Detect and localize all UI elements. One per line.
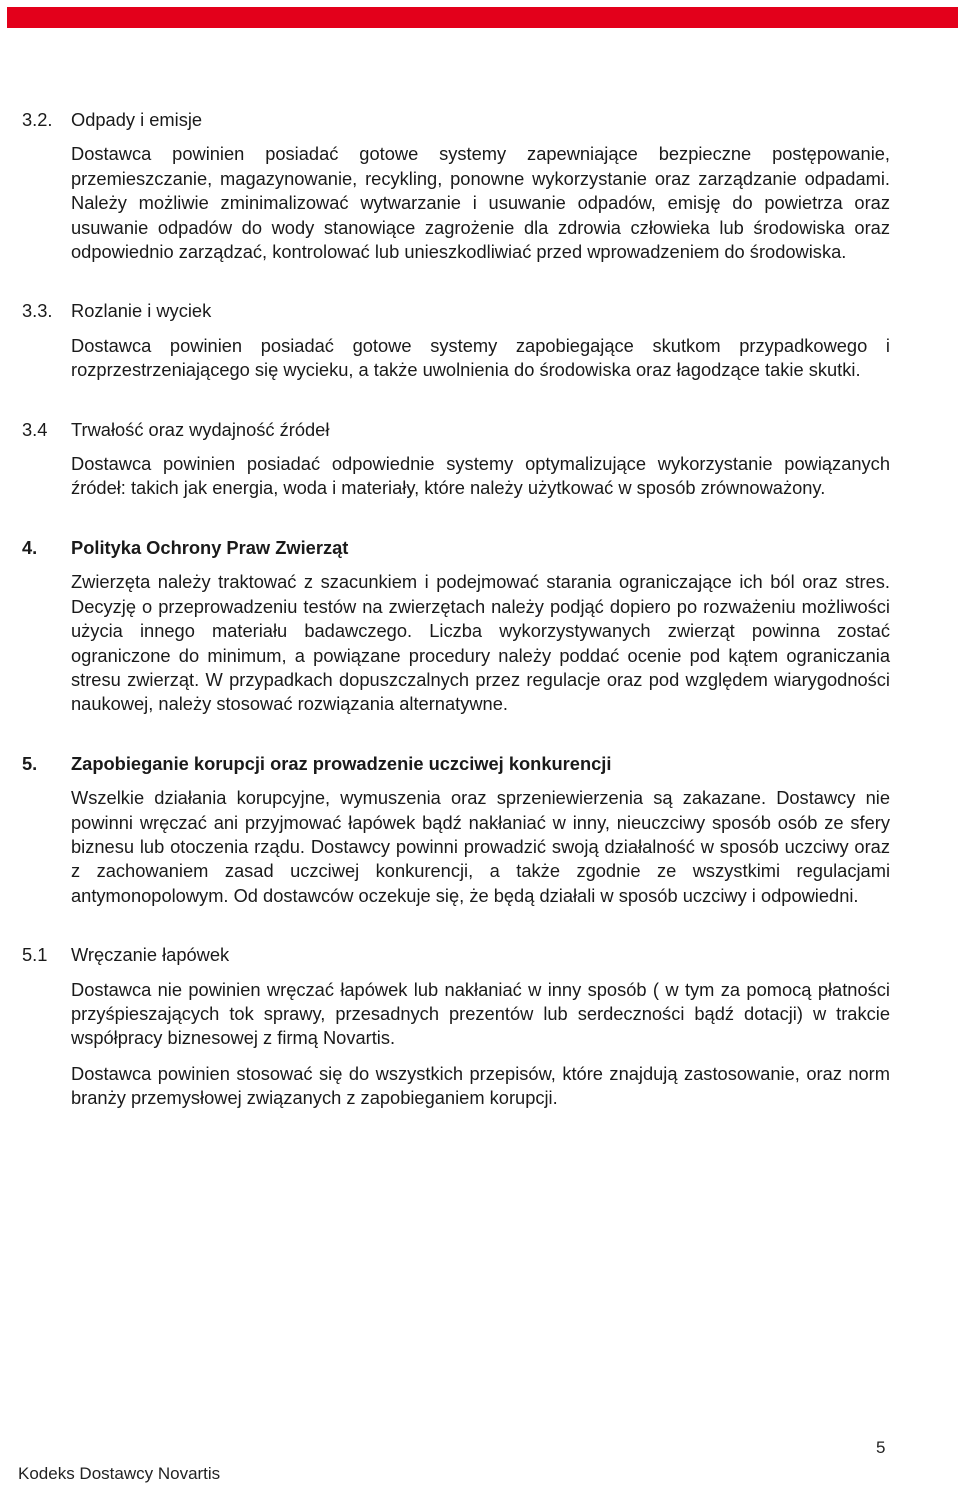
section-title: Odpady i emisje — [71, 109, 203, 130]
document-body — [22, 108, 890, 1111]
section-paragraph: Dostawca powinien posiadać gotowe systemy zapewniające bezpieczne postępowanie, przemieszczanie, magazynowanie, recykling, ponowne wykorzystanie oraz zarządzanie odpadami. Należy możliwie zminimalizować wytwarzanie i usuwanie odpadów, emisję do powietrza oraz usuwanie odpadów do wody stanowiące zagrożenie dla zdrowia człowieka lub środowiska oraz odpowiednio zarządzać, kontrolować lub unieszkodliwiać przed wprowadzeniem do środowiska. — [71, 143, 890, 263]
section-paragraph: Dostawca powinien posiadać gotowe systemy zapobiegające skutkom przypadkowego i rozprzestrzeniającego się wycieku, a także uwolnienia do środowiska oraz łagodzące takie skutki. — [71, 334, 890, 381]
section-title: Zapobieganie korupcji oraz prowadzenie uczciwej konkurencji — [71, 752, 612, 774]
section-heading — [22, 943, 890, 967]
section-heading — [22, 752, 890, 776]
section-heading — [22, 299, 890, 323]
section-title: Wręczanie łapówek — [71, 944, 230, 966]
section-heading — [22, 108, 890, 132]
section-number: 5.1 — [22, 944, 48, 966]
section-5-1 — [22, 943, 890, 1110]
section-number: 4. — [22, 536, 38, 558]
section-paragraph: Dostawca powinien posiadać odpowiednie systemy optymalizujące wykorzystanie powiązanych źródeł: takich jak energia, woda i materiały, które należy użytkować w sposób zrównoważony. — [71, 453, 890, 499]
section-paragraph: Dostawca powinien stosować się do wszystkich przepisów, które znajdują zastosowanie, oraz norm branży przemysłowej związanych z zapobieganiem korupcji. — [71, 1062, 890, 1109]
section-3-2 — [22, 108, 890, 264]
section-paragraph: Dostawca nie powinien wręczać łapówek lub nakłaniać w inny sposób ( w tym za pomocą płatności przyśpieszających tok sprawy, przesadnych prezentów lub serdeczności bądź dotacji) w trakcie współpracy biznesowej z firmą Novartis. — [71, 978, 890, 1049]
section-5 — [22, 752, 890, 908]
section-heading — [22, 536, 890, 560]
section-number: 5. — [22, 752, 38, 774]
section-4 — [22, 536, 890, 717]
section-number: 3.3. — [22, 300, 53, 322]
section-title: Trwałość oraz wydajność źródeł — [71, 418, 330, 440]
section-heading — [22, 418, 890, 442]
section-title: Polityka Ochrony Praw Zwierząt — [71, 536, 349, 558]
section-number: 3.4 — [22, 418, 48, 440]
section-paragraph: Zwierzęta należy traktować z szacunkiem i podejmować starania ograniczające ich ból oraz stres. Decyzję o przeprowadzeniu testów na zwierzętach należy podjąć dopiero po rozważeniu możliwości użycia innego materiału badawczego. Liczba wykorzystywanych zwierząt powinna zostać ograniczone do minimum, a powiązane procedury należy poddać ocenie pod kątem ograniczania stresu zwierząt. W przypadkach dopuszczalnych przez regulacje oraz pod względem wiarygodności naukowej, należy stosować rozwiązania alternatywne. — [71, 571, 890, 715]
section-3-3 — [22, 299, 890, 382]
footer-document-title: Kodeks Dostawcy Novartis — [18, 1464, 221, 1483]
section-number: 3.2. — [22, 109, 53, 130]
page-number: 5 — [876, 1438, 886, 1457]
header-accent-bar — [7, 7, 958, 28]
section-3-4 — [22, 418, 890, 501]
section-paragraph: Wszelkie działania korupcyjne, wymuszenia oraz sprzeniewierzenia są zakazane. Dostawcy nie powinni wręczać ani przyjmować łapówek bądź nakłaniać w inny, nieuczciwy sposób osób ze sfery biznesu lub otoczenia rządu. Dostawcy powinni prowadzić swoją działalność w sposób uczciwy oraz z zachowaniem zasad uczciwej konkurencji, a także zgodnie ze wszystkimi regulacjami antymonopolowym. Od dostawców oczekuje się, że będą działali w sposób uczciwy i odpowiedni. — [71, 787, 890, 906]
section-title: Rozlanie i wyciek — [71, 300, 212, 322]
